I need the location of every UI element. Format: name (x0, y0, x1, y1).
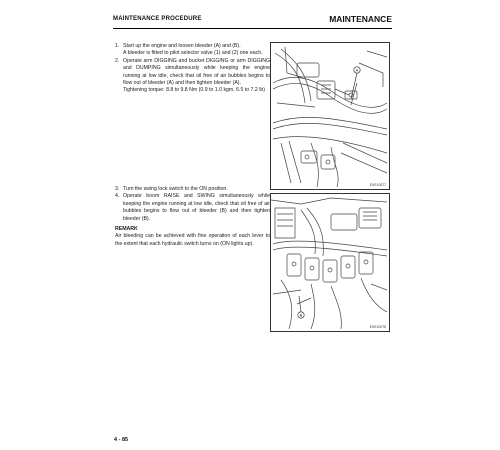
step-subtext: Tightening torque: 8.8 to 9.8 Nm (0.9 to 1.0 kgm, 6.5 to 7.2 lb) (123, 87, 265, 94)
page-number: 4 - 85 (114, 437, 129, 443)
figure-bleeder-a (270, 42, 390, 190)
step-text: Operate boom RAISE and SWING simultaneously while keeping the engine running at low idle, check that oil free of air bubbles begins to flow out of bleeder (B) and then tighten bleeder (B). (123, 193, 270, 222)
remark-text: Air bleeding can be achieved with fine operation of each lever to the extent that each hydraulic switch turns on (ON lights up). (115, 233, 270, 247)
callout-b-text: B (299, 312, 303, 318)
header-section-title: MAINTENANCE PROCEDURE (113, 16, 202, 22)
bleeder-a-illustration (271, 43, 389, 189)
step-text: Start up the engine and loosen bleeder (A) and (B). (123, 43, 241, 49)
page-header (113, 14, 392, 29)
step-2 (115, 58, 270, 95)
section-2-instructions (115, 186, 270, 248)
remark-title: REMARK (115, 226, 138, 233)
step-number: 1. (115, 43, 120, 49)
step-1 (115, 43, 270, 58)
step-subtext: A bleeder is fitted to pilot selector valve (1) and (2) one each. (123, 50, 263, 57)
step-number: 3. (115, 186, 120, 192)
step-3 (115, 186, 270, 193)
figure-code: EXE10078 (369, 325, 386, 329)
step-number: 4. (115, 193, 120, 200)
step-number: 2. (115, 57, 120, 64)
section-1-instructions (115, 43, 270, 95)
figure-bleeder-b (270, 193, 390, 332)
bleeder-b-illustration (271, 194, 389, 331)
figure-code: EXE10077 (369, 183, 386, 187)
step-4 (115, 193, 270, 223)
step-text: Operate arm DIGGING and bucket DIGGING or arm DIGGING and DUMPING simultaneously while keeping the engine running at low idle, check that oil free of air bubbles begins to flow out of bleeder (A) and then tighten bleeder (A). (123, 57, 270, 87)
header-chapter-title: MAINTENANCE (329, 14, 392, 24)
step-text: Turn the swing lock switch to the ON position. (123, 186, 228, 192)
callout-a-text: A (355, 67, 359, 73)
